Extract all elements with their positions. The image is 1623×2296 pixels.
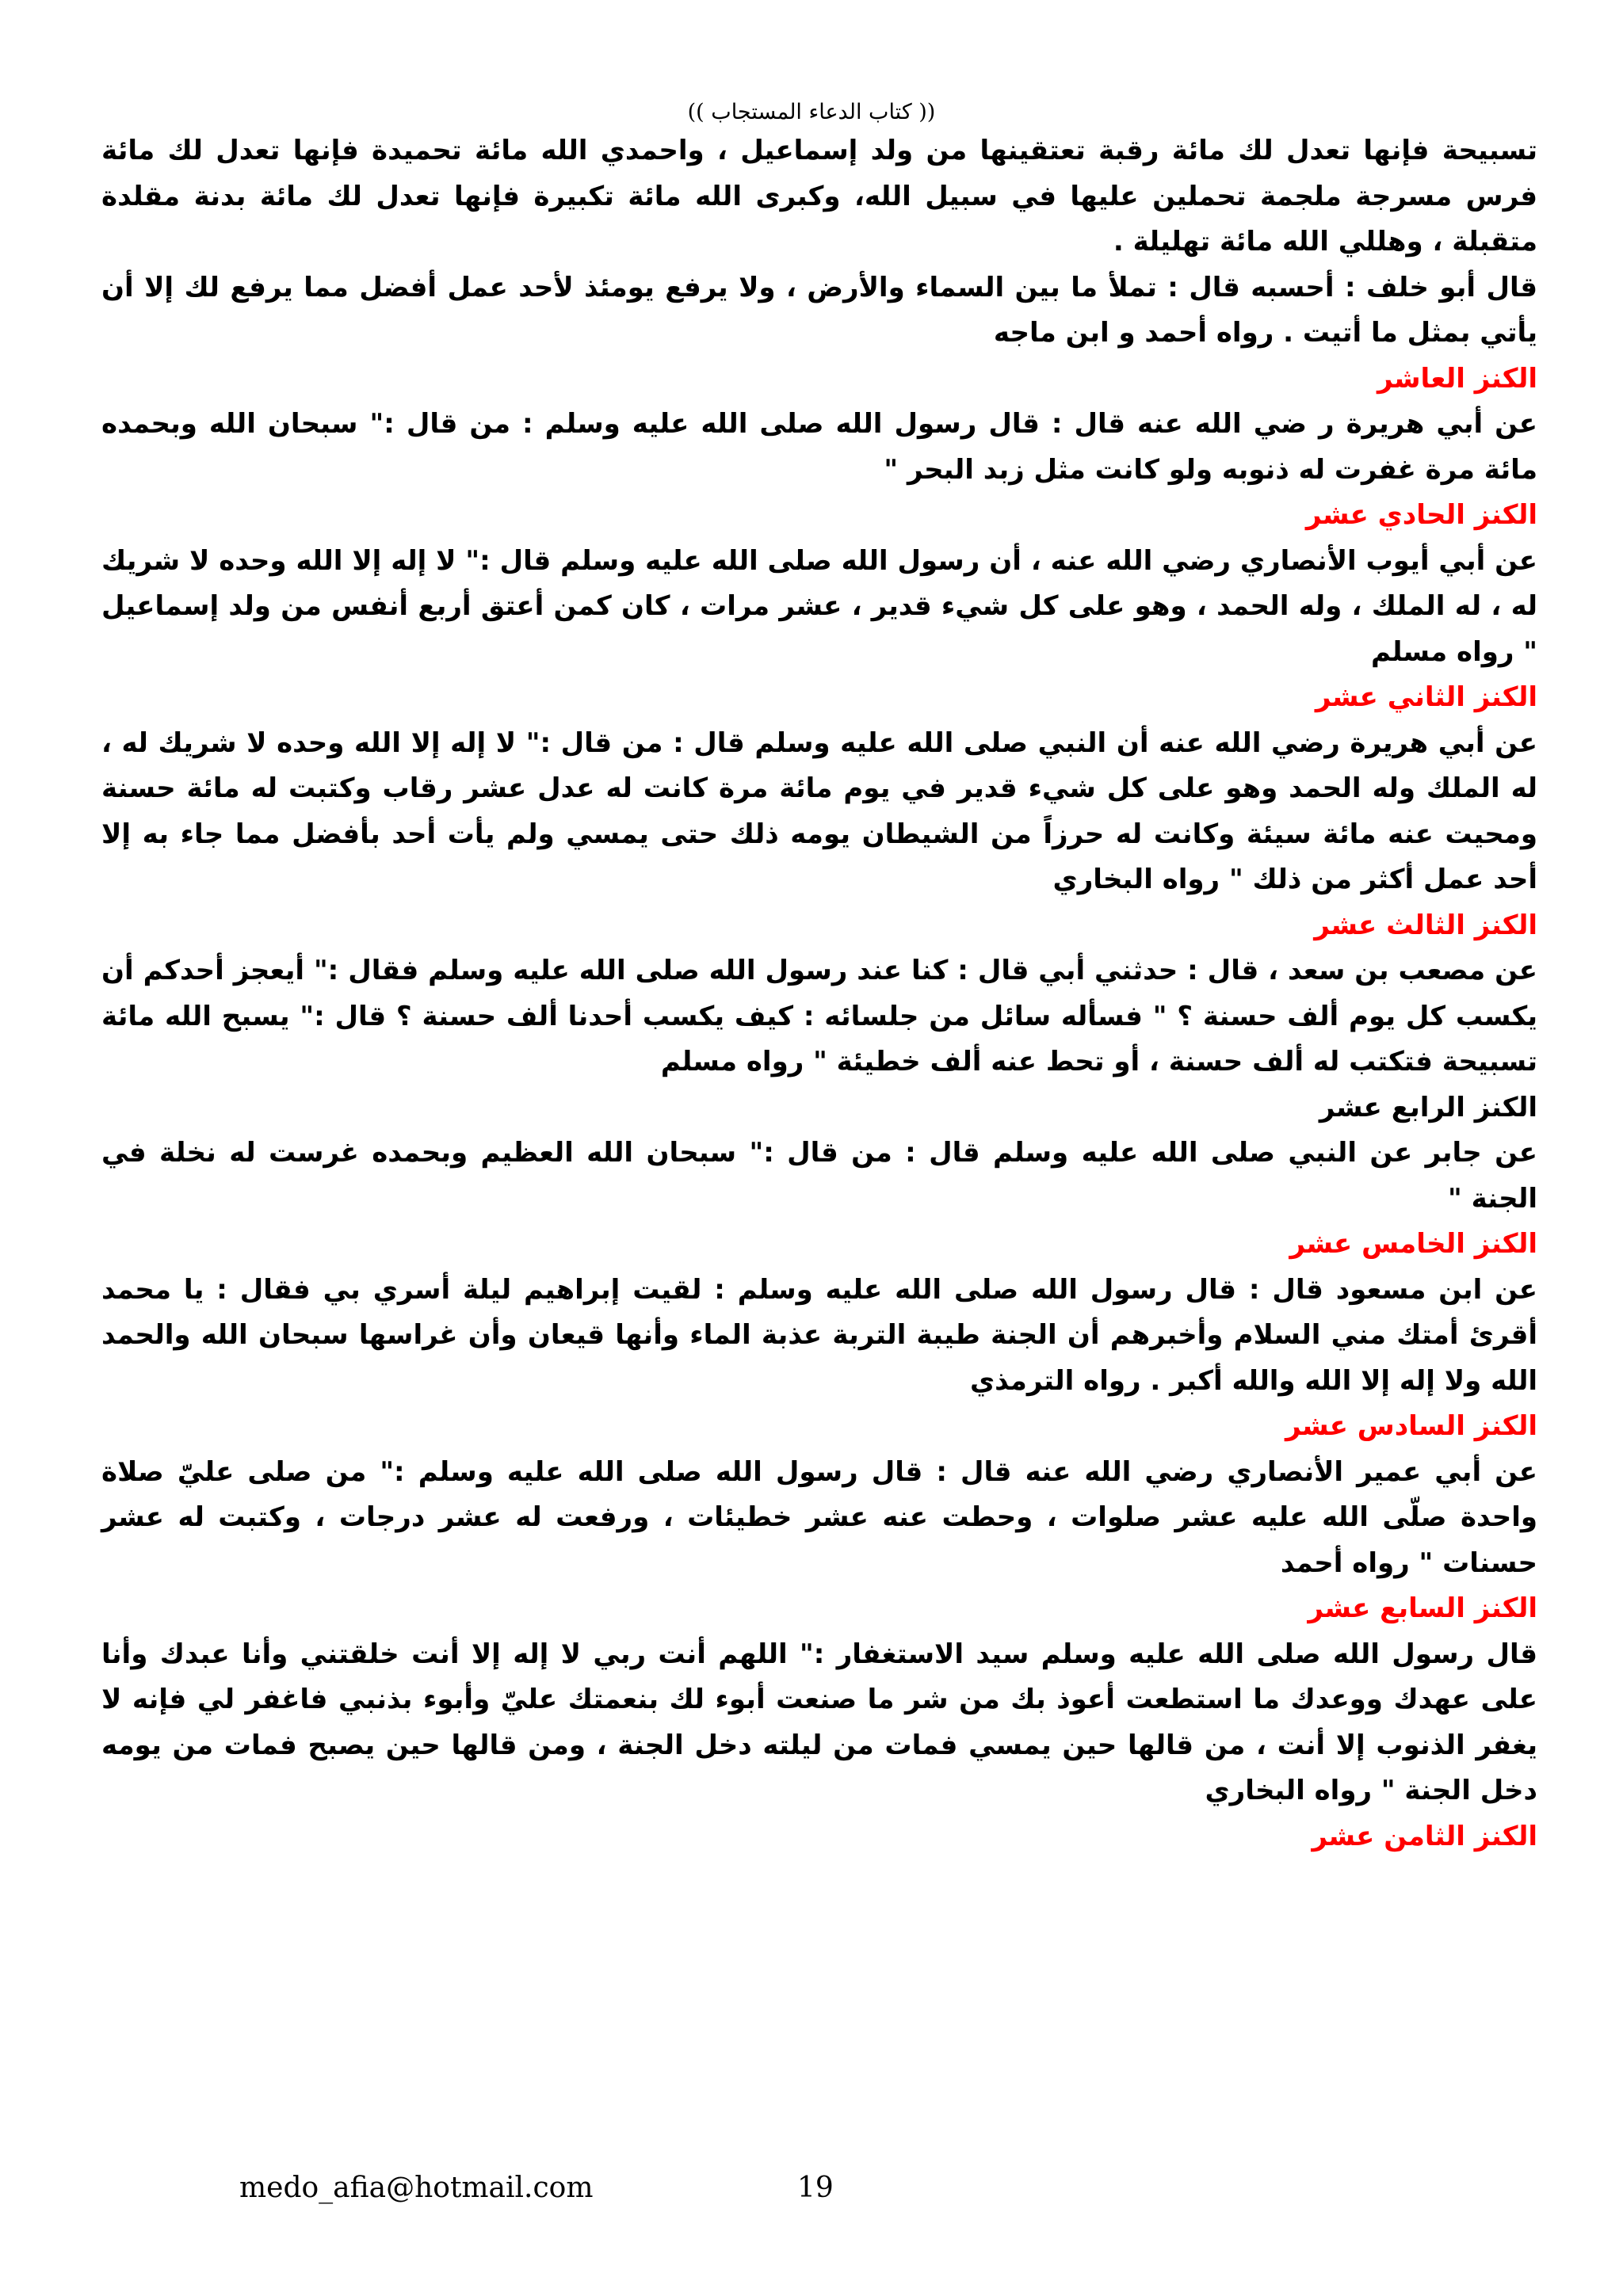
paragraph: عن أبي عمير الأنصاري رضي الله عنه قال : قال رسول الله صلى الله عليه وسلم :" من صلى عليّ صلاة واحدة صلّى الله عليه عشر صلوات ، وحطت عنه عشر خطيئات ، ورفعت له عشر درجات ، وكتبت له عشر حسنات " رواه أحمد	[101, 1455, 1537, 1579]
footer-email: medo_afia@hotmail.com	[239, 2172, 594, 2204]
section-heading: الكنز الخامس عشر	[1289, 1228, 1537, 1260]
paragraph: عن أبي هريرة ر ضي الله عنه قال : قال رسول الله صلى الله عليه وسلم : من قال :" سبحان الله وبحمده مائة مرة غفرت له ذنوبه ولو كانت مثل زبد البحر "	[101, 408, 1537, 486]
section-heading: الكنز العاشر	[1377, 362, 1537, 395]
paragraph: عن أبي هريرة رضي الله عنه أن النبي صلى الله عليه وسلم قال : من قال :" لا إله إلا الله وحده لا شريك له ، له الملك وله الحمد وهو على كل شيء قدير في يوم مائة مرة كانت له عدل عشر رقاب وكتبت له مائة حسنة ومحيت عنه مائة سيئة وكانت له حرزاً من الشيطان يومه ذلك حتى يمسي ولم يأت أحد بأفضل مما جاء به إلا أحد عمل أكثر من ذلك " رواه البخاري	[101, 727, 1537, 895]
paragraph: عن ابن مسعود قال : قال رسول الله صلى الله عليه وسلم : لقيت إبراهيم ليلة أسري بي فقال : يا محمد أقرئ أمتك مني السلام وأخبرهم أن الجنة طيبة التربة عذبة الماء وأنها قيعان وأن غراسها سبحان الله والحمد الله ولا إله إلا الله والله أكبر . رواه الترمذي	[101, 1273, 1537, 1397]
section-heading: الكنز الثالث عشر	[1314, 909, 1537, 941]
section-heading: الكنز السابع عشر	[1308, 1592, 1537, 1624]
section-heading: الكنز الحادي عشر	[1305, 499, 1537, 531]
section-heading: الكنز الرابع عشر	[1319, 1091, 1537, 1123]
document-body	[101, 128, 1537, 1859]
paragraph: عن أبي أيوب الأنصاري رضي الله عنه ، أن رسول الله صلى الله عليه وسلم قال :" لا إله إلا الله وحده لا شريك له ، له الملك ، وله الحمد ، وهو على كل شيء قدير ، عشر مرات ، كان كمن أعتق أربع أنفس من ولد إسماعيل " رواه مسلم	[101, 544, 1537, 668]
paragraph: عن جابر عن النبي صلى الله عليه وسلم قال : من قال :" سبحان الله العظيم وبحمده غرست له نخلة في الجنة "	[101, 1137, 1537, 1215]
section-heading: الكنز الثاني عشر	[1315, 681, 1537, 713]
paragraph: قال رسول الله صلى الله عليه وسلم سيد الاستغفار :" اللهم أنت ربي لا إله إلا أنت خلقتني وأنا عبدك وأنا على عهدك ووعدك ما استطعت أعوذ بك من شر ما صنعت أبوء لك بنعمتك عليّ وأبوء بذنبي فاغفر لي فإنه لا يغفر الذنوب إلا أنت ، من قالها حين يمسي فمات من ليلته دخل الجنة ، ومن قالها حين يصبح فمات من يومه دخل الجنة " رواه البخاري	[101, 1638, 1537, 1806]
paragraph: تسبيحة فإنها تعدل لك مائة رقبة تعتقينها من ولد إسماعيل ، واحمدي الله مائة تحميدة فإنها تعدل لك مائة فرس مسرجة ملجمة تحملين عليها في سبيل الله، وكبرى الله مائة تكبيرة فإنها تعدل لك مائة بدنة مقلدة متقبلة ، وهللي الله مائة تهليلة .	[101, 135, 1537, 257]
section-heading: الكنز الثامن عشر	[1312, 1820, 1537, 1852]
page-number: 19	[797, 2172, 834, 2204]
paragraph: عن مصعب بن سعد ، قال : حدثني أبي قال : كنا عند رسول الله صلى الله عليه وسلم فقال :" أيعجز أحدكم أن يكسب كل يوم ألف حسنة ؟ " فسأله سائل من جلسائه : كيف يكسب أحدنا ألف حسنة ؟ قال :" يسبح الله مائة تسبيحة فتكتب له ألف حسنة ، أو تحط عنه ألف خطيئة " رواه مسلم	[101, 955, 1537, 1077]
section-heading: الكنز السادس عشر	[1285, 1410, 1537, 1442]
paragraph: قال أبو خلف : أحسبه قال : تملأ ما بين السماء والأرض ، ولا يرفع يومئذ لأحد عمل أفضل مما يرفع لك إلا أن يأتي بمثل ما أتيت . رواه أحمد و ابن ماجه	[101, 271, 1537, 349]
page-header: (( كتاب الدعاء المستجاب ))	[687, 100, 936, 124]
